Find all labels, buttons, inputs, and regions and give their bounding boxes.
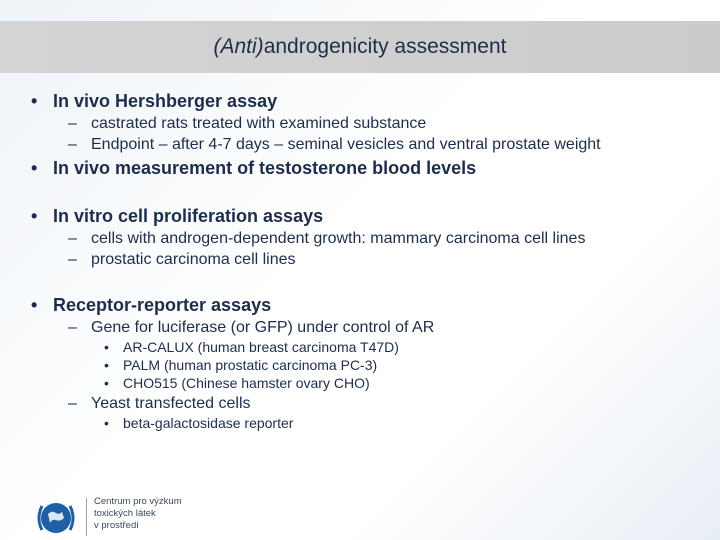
sub-bullet: – Yeast transfected cells xyxy=(68,395,251,412)
bullet-label: In vitro cell proliferation assays xyxy=(53,206,324,226)
sub-sub-bullet: • CHO515 (Chinese hamster ovary CHO) xyxy=(104,375,370,391)
globe-logo-icon xyxy=(34,496,78,540)
sub-bullet: – castrated rats treated with examined substance xyxy=(68,115,427,132)
bullet-receptor-reporter: • Receptor-reporter assays xyxy=(31,295,272,315)
sub-sub-bullet: • AR-CALUX (human breast carcinoma T47D) xyxy=(104,339,399,355)
sub-sub-bullet: • beta-galactosidase reporter xyxy=(104,415,294,431)
logo-divider xyxy=(86,498,87,536)
bullet-proliferation: • In vitro cell proliferation assays xyxy=(31,206,324,226)
sub-bullet: – Endpoint – after 4-7 days – seminal vesicles and ventral prostate weight xyxy=(68,136,601,153)
logo-text: Centrum pro výzkum toxických látek v prostředí xyxy=(94,496,182,531)
recetox-logo xyxy=(34,494,184,538)
sub-bullet: – prostatic carcinoma cell lines xyxy=(68,251,296,268)
bullet-label: In vivo Hershberger assay xyxy=(53,91,278,111)
sub-bullet: – Gene for luciferase (or GFP) under control of AR xyxy=(68,319,435,336)
sub-sub-bullet: • PALM (human prostatic carcinoma PC-3) xyxy=(104,357,378,373)
title-rest: androgenicity assessment xyxy=(263,35,507,58)
bullet-testosterone: • In vivo measurement of testosterone blood levels xyxy=(31,158,477,178)
bullet-label: In vivo measurement of testosterone blood levels xyxy=(53,158,477,178)
title-italic: (Anti) xyxy=(213,35,264,58)
bullet-label: Receptor-reporter assays xyxy=(53,295,272,315)
sub-bullet: – cells with androgen-dependent growth: mammary carcinoma cell lines xyxy=(68,230,586,247)
bullet-hershberger: • In vivo Hershberger assay xyxy=(31,91,278,111)
